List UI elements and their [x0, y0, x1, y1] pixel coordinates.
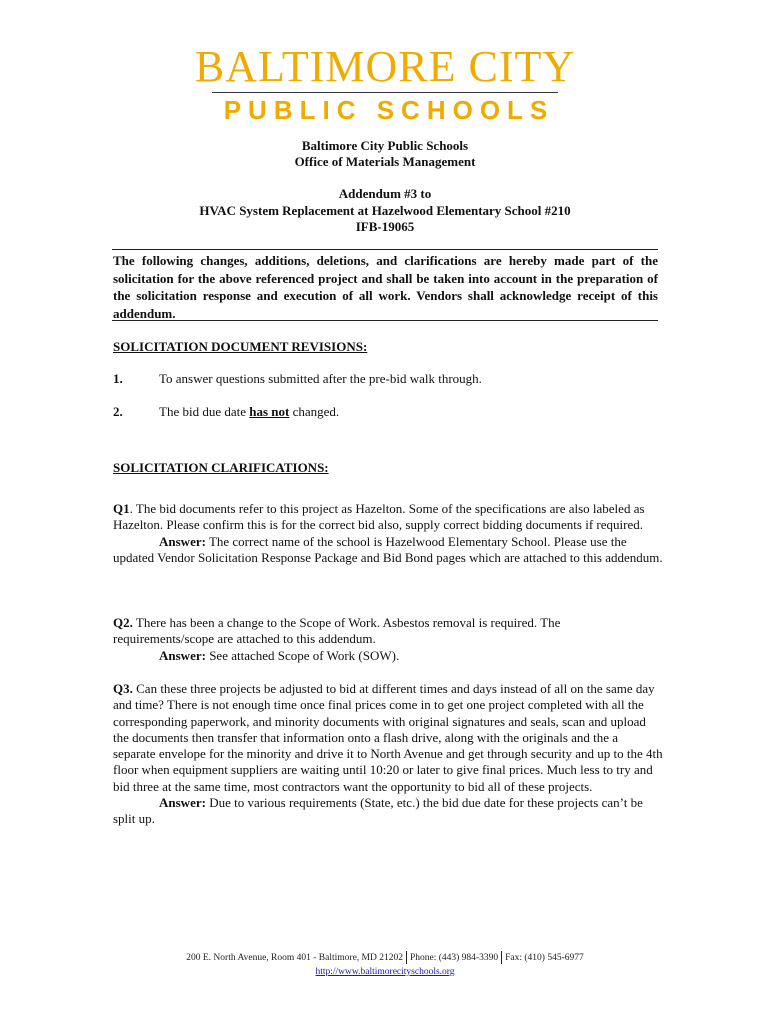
- revisions-heading: SOLICITATION DOCUMENT REVISIONS:: [113, 339, 368, 354]
- district-logo: [0, 44, 770, 124]
- footer-address: 200 E. North Avenue, Room 401 - Baltimore, MD 21202: [186, 953, 403, 963]
- footer-fax: Fax: (410) 545-6977: [505, 953, 584, 963]
- clarifications-heading: SOLICITATION CLARIFICATIONS:: [113, 460, 329, 475]
- office-name: Office of Materials Management: [294, 154, 476, 169]
- emphasis-has-not: has not: [249, 404, 290, 419]
- website-link[interactable]: http://www.baltimorecityschools.org: [315, 967, 455, 977]
- notice-bottom-rule: [112, 320, 658, 321]
- revision-text: The bid due date has not changed.: [159, 404, 340, 419]
- question-2: Q2. There has been a change to the Scope of Work. Asbestos removal is required. The requirements/scope are attached to this addendum.: [113, 615, 561, 647]
- answer-3: Answer: Due to various requirements (State, etc.) the bid due date for these projects can’t be split up.: [113, 795, 643, 827]
- footer-divider: [501, 951, 502, 964]
- logo-line-1: BALTIMORE CITY: [194, 42, 576, 91]
- question-3-block: [113, 681, 663, 828]
- logo-line-2: PUBLIC SCHOOLS: [223, 95, 555, 125]
- footer-divider: [406, 951, 407, 964]
- revision-number: 1.: [113, 371, 123, 386]
- notice-top-rule: [112, 249, 658, 250]
- revision-number: 2.: [113, 404, 123, 419]
- logo-divider: [212, 92, 558, 93]
- org-name: Baltimore City Public Schools: [301, 138, 469, 153]
- addendum-title: Addendum #3 to: [338, 186, 432, 201]
- question-3: Q3. Can these three projects be adjusted to bid at different times and days instead of all on the same day and time? There is not enough time once final prices come in to get one project completed with all the corresponding paperwork, and minority documents with original signatures and seals, scan and upload the documents then transfer that information onto a flash drive, along with the originals and the a separate envelope for the minority and drive it to North Avenue and get through security and up to the 4th floor when equipment suppliers are waiting until 10:20 or later to give final prices. Much less to try and bid three at the same time, most contractors want the opportunity to bid all of these projects.: [113, 681, 663, 794]
- ifb-number: IFB-19065: [355, 219, 415, 234]
- revision-text: To answer questions submitted after the pre-bid walk through.: [159, 371, 482, 386]
- footer-phone: Phone: (443) 984-3390: [409, 953, 499, 963]
- addendum-notice: The following changes, additions, deletions, and clarifications are hereby made part of the solicitation for the above referenced project and shall be taken into account in the preparation of the solicitation response and execution of all work. Vendors shall acknowledge receipt of this addendum.: [113, 253, 658, 321]
- question-2-block: [113, 615, 663, 664]
- project-title: HVAC System Replacement at Hazelwood Elementary School #210: [199, 203, 571, 218]
- page-footer: [0, 951, 770, 979]
- question-1: Q1. The bid documents refer to this project as Hazelton. Some of the specifications are also labeled as Hazelton. Please confirm this is for the correct bid also, supply correct bidding documents if required.: [113, 501, 645, 533]
- question-1-block: [113, 501, 663, 566]
- answer-2: Answer: See attached Scope of Work (SOW).: [159, 647, 400, 663]
- answer-1: Answer: The correct name of the school is Hazelwood Elementary School. Please use the updated Vendor Solicitation Response Package and Bid Bond pages which are attached to this addendum.: [113, 533, 663, 565]
